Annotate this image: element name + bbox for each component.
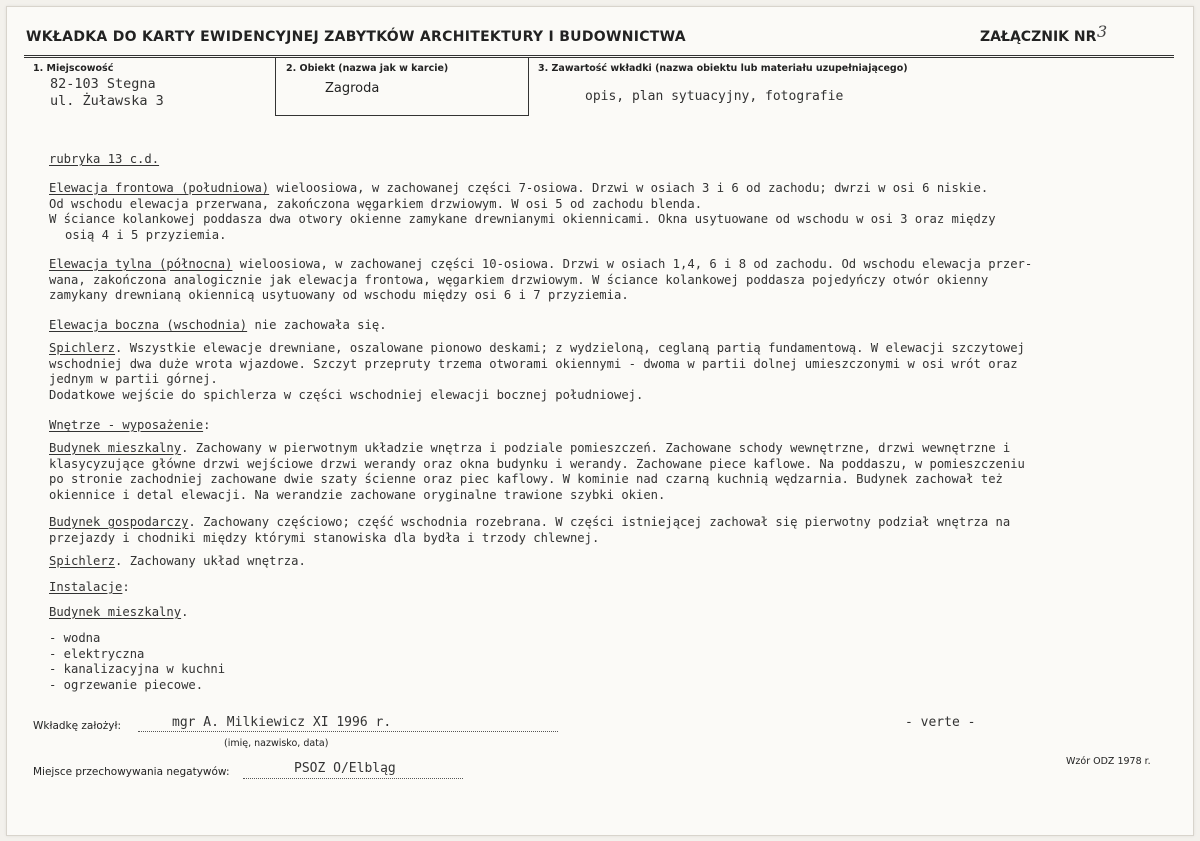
paragraph-granary: Spichlerz. Wszystkie elewacje drewniane, oszalowane pionowo deskami; z wydzieloną, ceglaną partią fundamentową. W elewacji szczytowej wschodniej dwa duże wrota wjazdowe. Szczyt przepruty trzema otworami okiennymi - dwoma w partii dolnej umieszczonymi w osi wrót oraz jednym w partii górnej. Dodatkowe wejście do spichlerza w części wschodniej elewacji bocznej południowej. bbox=[49, 341, 1025, 402]
section-heading: Budynek mieszkalny bbox=[49, 441, 182, 455]
section-heading: Elewacja tylna (północna) bbox=[49, 257, 233, 271]
author-dotted-line bbox=[138, 731, 558, 732]
author-value: mgr A. Milkiewicz XI 1996 r. bbox=[172, 715, 392, 730]
column-divider bbox=[528, 58, 529, 116]
paragraph-front-elevation: Elewacja frontowa (południowa) wieloosiowa, w zachowanej części 7-osiowa. Drzwi w osiach 3 i 6 od zachodu; dwrzi w osi 6 niskie. Od wschodu elewacja przerwana, zakończona węgarkiem drzwiowym. W osi 5 od zachodu blenda. W ściance kolankowej poddasza dwa otwory okienne zamykane drewnianymi okiennicami. Okna usytuowane od wschodu w osi 3 oraz między osią 4 i 5 przyziemia. bbox=[49, 181, 996, 242]
author-hint: (imię, nazwisko, data) bbox=[224, 738, 329, 749]
form-model: Wzór ODZ 1978 r. bbox=[1066, 756, 1151, 767]
negatives-label: Miejsce przechowywania negatywów: bbox=[33, 766, 230, 778]
negatives-dotted-line bbox=[243, 778, 463, 779]
field-underline bbox=[275, 115, 528, 116]
section-heading: Elewacja boczna (wschodnia) bbox=[49, 318, 248, 332]
installations-list bbox=[49, 631, 225, 693]
paragraph-farm-building: Budynek gospodarczy. Zachowany częściowo; część wschodnia rozebrana. W części istniejącej zachował się pierwotny podział wnętrza na przejazdy i chodniki między którymi stanowiska dla bydła i trzody chlewnej. bbox=[49, 515, 1011, 545]
section-heading: Elewacja frontowa (południowa) bbox=[49, 181, 270, 195]
paragraph-rear-elevation: Elewacja tylna (północna) wieloosiowa, w zachowanej części 10-osiowa. Drzwi w osiach 1,4, 6 i 8 od zachodu. Od wschodu elewacja przer- wana, zakończona analogicznie jak elewacja frontowa, węgarkiem drzwiowym. W ściance kolankowej poddasza pojedyńczy otwór okienny zamykany drewnianą okiennicą usytuowany od wschodu między osi 6 i 7 przyziemia. bbox=[49, 257, 1033, 302]
section-heading: Budynek gospodarczy bbox=[49, 515, 189, 529]
section-heading: Spichlerz bbox=[49, 341, 116, 355]
author-label: Wkładkę założył: bbox=[33, 720, 122, 732]
list-item: - wodna bbox=[49, 631, 101, 645]
list-item: - elektryczna bbox=[49, 646, 145, 661]
verte-note: - verte - bbox=[905, 715, 976, 730]
form-title: WKŁADKA DO KARTY EWIDENCYJNEJ ZABYTKÓW ARCHITEKTURY I BUDOWNICTWA bbox=[26, 29, 686, 45]
section-heading: Spichlerz bbox=[49, 554, 116, 568]
rubric-label: rubryka 13 c.d. bbox=[49, 152, 160, 166]
field-place-label: 1. Miejscowość bbox=[33, 63, 114, 74]
paragraph-granary-interior: Spichlerz. Zachowany układ wnętrza. bbox=[49, 554, 306, 568]
field-object-value: Zagroda bbox=[325, 81, 380, 96]
annex-number: 3 bbox=[1097, 22, 1108, 41]
field-place-value-2: ul. Żuławska 3 bbox=[50, 93, 164, 109]
field-object-label: 2. Obiekt (nazwa jak w karcie) bbox=[286, 63, 449, 74]
annex-label: ZAŁĄCZNIK NR bbox=[980, 29, 1097, 45]
paragraph-residential-building: Budynek mieszkalny. Zachowany w pierwotnym układzie wnętrza i podziale pomieszczeń. Zachowane schody wewnętrzne, drzwi wewnętrzne i klasycyzujące główne drzwi wejściowe drzwi werandy oraz okna budynku i werandy. Zachowane piece kaflowe. Na poddaszu, w pomieszczeniu po stronie zachodniej zachowane dwie szaty ścienne oraz piec kaflowy. W kominie nad czarną kuchnią wędzarnia. Budynek zachował też okiennice i detal elewacji. Na werandzie zachowane oryginalne trawione szybki okien. bbox=[49, 441, 1025, 502]
list-item: - ogrzewanie piecowe. bbox=[49, 677, 204, 692]
negatives-value: PSOZ O/Elbląg bbox=[294, 761, 396, 776]
heading-interior: Wnętrze - wyposażenie: bbox=[49, 418, 211, 432]
heading-residential: Budynek mieszkalny. bbox=[49, 605, 189, 619]
field-contents-value: opis, plan sytuacyjny, fotografie bbox=[585, 89, 844, 104]
field-place-value-1: 82-103 Stegna bbox=[50, 76, 156, 92]
list-item: - kanalizacyjna w kuchni bbox=[49, 662, 226, 676]
field-contents-label: 3. Zawartość wkładki (nazwa obiektu lub materiału uzupełniającego) bbox=[538, 63, 908, 74]
heading-installations: Instalacje: bbox=[49, 580, 130, 594]
paragraph-side-elevation: Elewacja boczna (wschodnia) nie zachowała się. bbox=[49, 318, 387, 332]
column-divider bbox=[275, 58, 276, 116]
